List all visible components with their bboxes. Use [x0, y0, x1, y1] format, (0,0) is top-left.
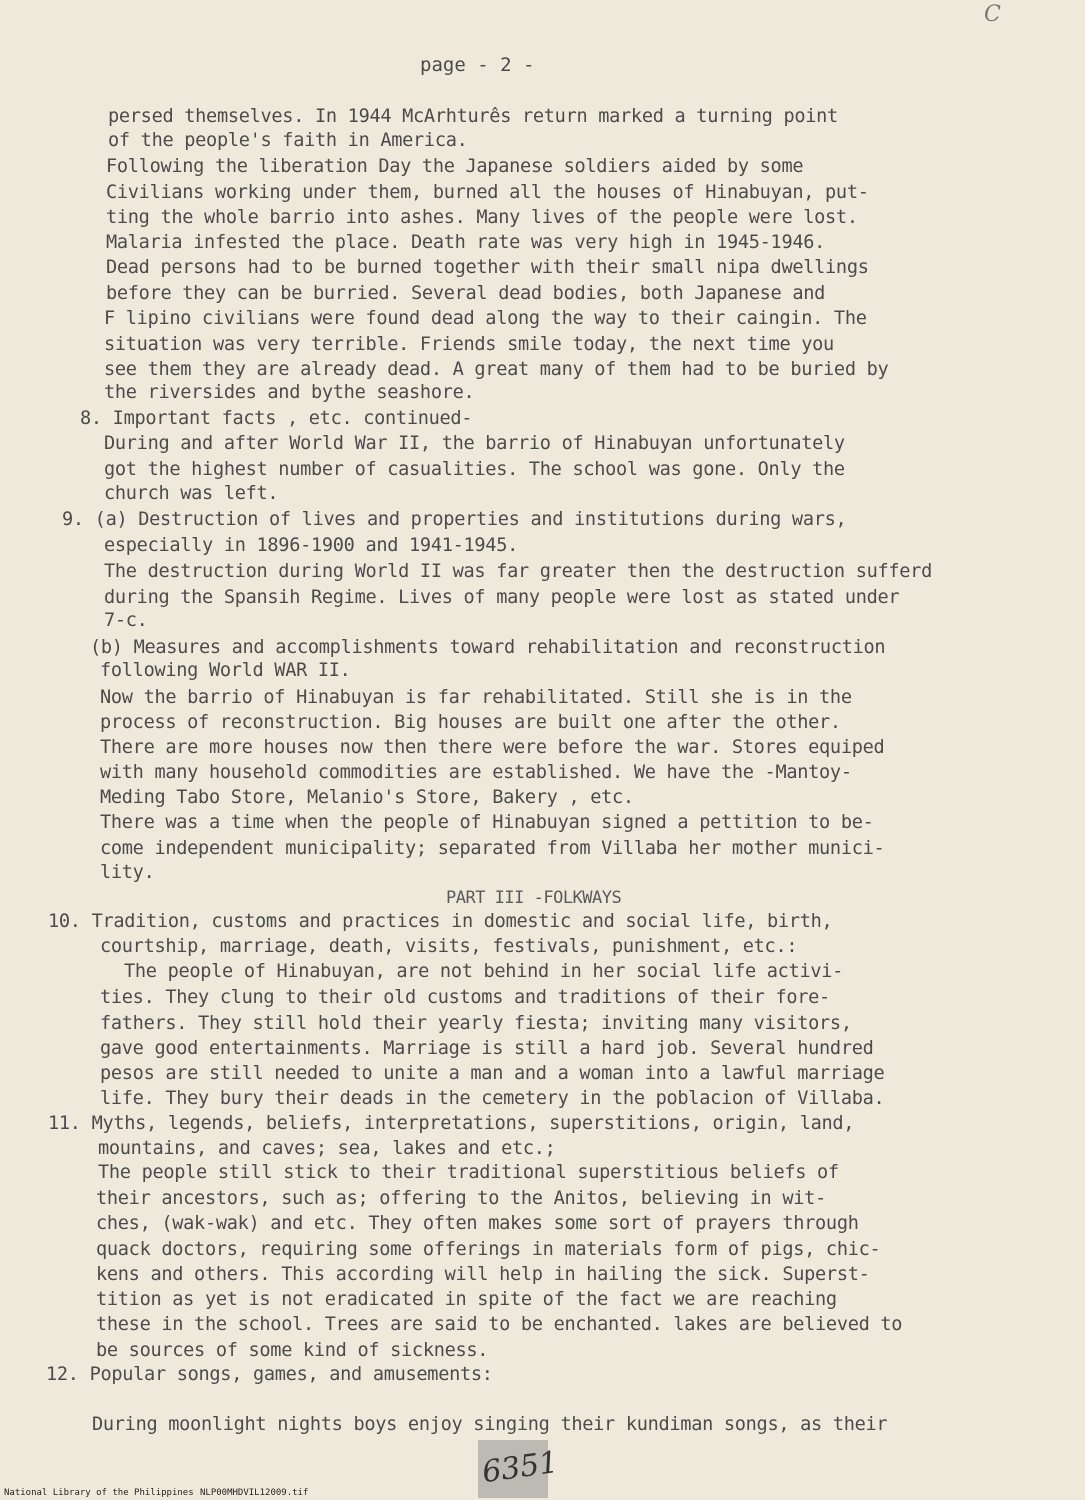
text-line: Meding Tabo Store, Melanio's Store, Bakery , etc. [100, 787, 634, 808]
text-line: during the Spansih Regime. Lives of many people were lost as stated under [104, 587, 900, 608]
footer-source: National Library of the Philippines [4, 1488, 194, 1498]
text-line: situation was very terrible. Friends smile today, the next time you [104, 334, 834, 355]
text-line: gave good entertainments. Marriage is still a hard job. Several hundred [100, 1038, 874, 1059]
text-line: persed themselves. In 1944 McArhturês return marked a turning point [108, 106, 838, 127]
text-line: ting the whole barrio into ashes. Many lives of the people were lost. [106, 207, 858, 228]
text-line: 12. Popular songs, games, and amusements: [46, 1364, 493, 1385]
text-line: see them they are already dead. A great many of them had to be buried by [104, 359, 889, 380]
text-line: Dead persons had to be burned together with their small nipa dwellings [106, 257, 869, 278]
text-line: their ancestors, such as; offering to the Anitos, believing in wit- [96, 1188, 826, 1209]
text-line: especially in 1896-1900 and 1941-1945. [104, 535, 518, 556]
text-line: Following the liberation Day the Japanese soldiers aided by some [106, 156, 804, 177]
text-line: before they can be burried. Several dead bodies, both Japanese and [106, 283, 826, 304]
text-line: life. They bury their deads in the cemetery in the poblacion of Villaba. [100, 1088, 885, 1109]
text-line: 9. (a) Destruction of lives and properties and institutions during wars, [62, 509, 847, 530]
text-line: During moonlight nights boys enjoy singing their kundiman songs, as their [92, 1414, 888, 1435]
part-heading: PART III -FOLKWAYS [446, 888, 622, 908]
text-line: There are more houses now then there were before the war. Stores equiped [100, 737, 885, 758]
text-line: tition as yet is not eradicated in spite of the fact we are reaching [96, 1289, 837, 1310]
text-line: 10. Tradition, customs and practices in domestic and social life, birth, [48, 911, 833, 932]
text-line: be sources of some kind of sickness. [96, 1340, 489, 1361]
text-line: Malaria infested the place. Death rate was very high in 1945-1946. [106, 232, 826, 253]
text-line: mountains, and caves; sea, lakes and etc.; [98, 1138, 556, 1159]
corner-mark: C [984, 2, 1001, 27]
text-line: The people still stick to their traditional superstitious beliefs of [98, 1162, 839, 1183]
text-line: ties. They clung to their old customs and traditions of their fore- [100, 987, 830, 1008]
text-line: kens and others. This according will help in hailing the sick. Superst- [96, 1264, 870, 1285]
text-line: quack doctors, requiring some offerings in materials form of pigs, chic- [96, 1239, 881, 1260]
stamp-number: 6351 [479, 1444, 561, 1491]
text-line: process of reconstruction. Big houses are built one after the other. [100, 712, 841, 733]
text-line: Now the barrio of Hinabuyan is far rehabilitated. Still she is in the [100, 687, 852, 708]
text-line: church was left. [104, 483, 279, 504]
page-number: page - 2 - [420, 54, 535, 76]
text-line: fathers. They still hold their yearly fiesta; inviting many visitors, [100, 1013, 852, 1034]
text-line: (b) Measures and accomplishments toward rehabilitation and reconstruction [90, 637, 886, 658]
text-line: Civilians working under them, burned all the houses of Hinabuyan, put- [106, 182, 869, 203]
text-line: got the highest number of casualities. The school was gone. Only the [104, 459, 845, 480]
footer-filename: NLP00MHDVIL12009.tif [200, 1488, 309, 1498]
text-line: 11. Myths, legends, beliefs, interpretations, superstitions, origin, land, [48, 1113, 855, 1134]
text-line: The destruction during World II was far greater then the destruction sufferd [104, 561, 932, 582]
text-line: with many household commodities are established. We have the -Mantoy- [100, 762, 852, 783]
text-line: 7-c. [104, 610, 148, 631]
text-line: ches, (wak-wak) and etc. They often makes some sort of prayers through [96, 1213, 859, 1234]
text-line: The people of Hinabuyan, are not behind in her social life activi- [124, 961, 844, 982]
text-line: 8. Important facts , etc. continued- [80, 408, 473, 429]
text-line: following World WAR II. [100, 660, 351, 681]
text-line: courtship, marriage, death, visits, festivals, punishment, etc.: [100, 936, 798, 957]
text-line: these in the school. Trees are said to be enchanted. lakes are believed to [96, 1314, 903, 1335]
text-line: There was a time when the people of Hinabuyan signed a pettition to be- [100, 812, 874, 833]
text-line: the riversides and bythe seashore. [104, 382, 475, 403]
text-line: F lipino civilians were found dead along the way to their caingin. The [104, 308, 867, 329]
text-line: During and after World War II, the barrio of Hinabuyan unfortunately [104, 433, 845, 454]
text-line: come independent municipality; separated from Villaba her mother munici- [100, 838, 885, 859]
text-line: of the people's faith in America. [108, 130, 468, 151]
text-line: lity. [100, 862, 155, 883]
text-line: pesos are still needed to unite a man and a woman into a lawful marriage [100, 1063, 885, 1084]
